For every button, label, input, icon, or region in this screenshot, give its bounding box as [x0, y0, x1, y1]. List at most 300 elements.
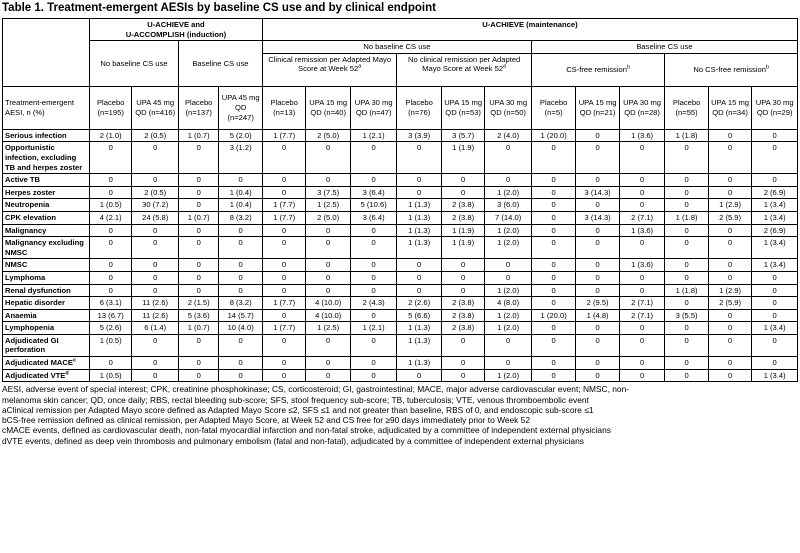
- table-cell: 1 (0.5): [89, 199, 131, 212]
- column-header: Placebo (n=55): [665, 86, 708, 129]
- table-cell: 3 (5.5): [665, 309, 708, 322]
- table-cell: 5 (3.6): [178, 309, 218, 322]
- table-cell: 2 (7.1): [619, 297, 665, 310]
- table-cell: 1 (4.8): [576, 309, 619, 322]
- table-cell: 1 (1.3): [397, 237, 441, 259]
- no-clinical-remission-header: No clinical remission per Adapted Mayo Score at Week 52$^a$: [397, 53, 531, 86]
- table-cell: 0: [306, 334, 350, 356]
- table-cell: 2 (5.9): [708, 297, 751, 310]
- table-cell: 0: [576, 369, 619, 382]
- table-cell: 0: [397, 174, 441, 187]
- table-cell: 0: [262, 357, 305, 370]
- row-label: Renal dysfunction: [3, 284, 90, 297]
- table-cell: 0: [132, 237, 179, 259]
- table-cell: 1 (1.9): [441, 142, 484, 174]
- no-cs-maintenance-header: No baseline CS use: [262, 41, 531, 54]
- table-cell: 0: [219, 369, 263, 382]
- footnotes: [2, 384, 798, 446]
- table-cell: 1 (3.4): [752, 259, 798, 272]
- column-header: Placebo (n=76): [397, 86, 441, 129]
- column-header: UPA 15 mg QD (n=21): [576, 86, 619, 129]
- table-cell: 2 (3.8): [441, 199, 484, 212]
- row-label: NMSC: [3, 259, 90, 272]
- table-cell: 0: [752, 284, 798, 297]
- table-cell: 0: [576, 142, 619, 174]
- table-cell: 0: [350, 309, 397, 322]
- table-cell: 1 (2.5): [306, 199, 350, 212]
- table-cell: 0: [178, 199, 218, 212]
- column-header: UPA 15 mg QD (n=34): [708, 86, 751, 129]
- table-cell: 1 (1.8): [665, 129, 708, 142]
- table-cell: 0: [306, 271, 350, 284]
- table-cell: 3 (7.5): [306, 186, 350, 199]
- table-cell: 1 (1.3): [397, 211, 441, 224]
- table-cell: 1 (7.7): [262, 297, 305, 310]
- table-cell: 0: [262, 284, 305, 297]
- table-cell: 1 (2.0): [485, 237, 532, 259]
- table-cell: 0: [531, 186, 575, 199]
- table-cell: 0: [752, 357, 798, 370]
- table-cell: 0: [132, 224, 179, 237]
- table-cell: 2 (9.5): [576, 297, 619, 310]
- table-cell: 0: [531, 297, 575, 310]
- table-cell: 0: [531, 334, 575, 356]
- table-cell: 0: [441, 271, 484, 284]
- table-cell: 0: [665, 174, 708, 187]
- table-cell: 0: [441, 186, 484, 199]
- row-label: Adjudicated GI perforation: [3, 334, 90, 356]
- table-cell: 3 (5.7): [441, 129, 484, 142]
- table-cell: 0: [665, 369, 708, 382]
- column-header: UPA 15 mg QD (n=40): [306, 86, 350, 129]
- table-cell: 0: [397, 369, 441, 382]
- table-cell: 0: [531, 142, 575, 174]
- table-cell: 0: [752, 271, 798, 284]
- table-cell: 1 (0.7): [178, 322, 218, 335]
- table-cell: 0: [531, 237, 575, 259]
- table-cell: 0: [619, 199, 665, 212]
- table-cell: 0: [531, 271, 575, 284]
- table-cell: 1 (0.5): [89, 334, 131, 356]
- table-cell: 3 (3.9): [397, 129, 441, 142]
- table-cell: 1 (1.8): [665, 211, 708, 224]
- table-cell: 1 (7.7): [262, 322, 305, 335]
- row-label: Malignancy excluding NMSC: [3, 237, 90, 259]
- table-cell: 0: [619, 142, 665, 174]
- table-cell: 0: [531, 284, 575, 297]
- table-cell: 2 (3.8): [441, 322, 484, 335]
- table-cell: 1 (0.5): [89, 369, 131, 382]
- table-cell: 11 (2.6): [132, 309, 179, 322]
- table-cell: 1 (2.0): [485, 284, 532, 297]
- table-cell: 0: [619, 237, 665, 259]
- table-cell: 0: [665, 297, 708, 310]
- table-cell: 0: [576, 284, 619, 297]
- table-cell: 0: [306, 259, 350, 272]
- table-cell: 0: [178, 334, 218, 356]
- table-cell: 0: [397, 284, 441, 297]
- table-cell: 0: [576, 129, 619, 142]
- table-cell: 0: [178, 174, 218, 187]
- table-cell: 1 (2.9): [708, 199, 751, 212]
- table-cell: 0: [350, 237, 397, 259]
- table-cell: 1 (20.0): [531, 309, 575, 322]
- table-cell: 0: [132, 259, 179, 272]
- table-cell: 0: [531, 357, 575, 370]
- table-cell: 0: [531, 259, 575, 272]
- table-row: [3, 369, 798, 382]
- table-row: [3, 129, 798, 142]
- no-cs-free-remission-header: No CS-free remission$^b$: [665, 53, 798, 86]
- row-label: Lymphoma: [3, 271, 90, 284]
- column-header: UPA 45 mg QD (n=247): [219, 86, 263, 129]
- footnote: cMACE events, defined as cardiovascular death, non-fatal myocardial infarction and non-fatal stroke, adjudicated by a committee of independent external physicians: [2, 425, 611, 436]
- table-cell: 14 (5.7): [219, 309, 263, 322]
- table-cell: 5 (2.6): [89, 322, 131, 335]
- table-cell: 1 (1.3): [397, 334, 441, 356]
- table-cell: 0: [665, 259, 708, 272]
- table-cell: 1 (3.4): [752, 369, 798, 382]
- column-header: UPA 30 mg QD (n=50): [485, 86, 532, 129]
- table-cell: 0: [708, 271, 751, 284]
- table-cell: 0: [576, 357, 619, 370]
- table-cell: 0: [665, 271, 708, 284]
- table-cell: 0: [619, 357, 665, 370]
- table-cell: 0: [665, 237, 708, 259]
- table-cell: 30 (7.2): [132, 199, 179, 212]
- table-cell: 0: [306, 284, 350, 297]
- table-cell: 0: [708, 237, 751, 259]
- table-cell: 0: [306, 357, 350, 370]
- table-cell: 0: [708, 259, 751, 272]
- table-cell: 0: [89, 237, 131, 259]
- table-cell: 0: [708, 334, 751, 356]
- table-cell: 8 (3.2): [219, 297, 263, 310]
- table-cell: 1 (7.7): [262, 211, 305, 224]
- table-row: [3, 309, 798, 322]
- table-cell: 0: [350, 334, 397, 356]
- table-row: [3, 224, 798, 237]
- table-cell: 6 (3.1): [89, 297, 131, 310]
- table-cell: 2 (0.5): [132, 129, 179, 142]
- table-cell: 0: [619, 322, 665, 335]
- table-cell: 0: [441, 357, 484, 370]
- table-cell: 1 (3.6): [619, 259, 665, 272]
- table-cell: 0: [576, 271, 619, 284]
- table-cell: 0: [89, 224, 131, 237]
- table-cell: 0: [178, 357, 218, 370]
- table-cell: 0: [262, 174, 305, 187]
- table-cell: 0: [397, 271, 441, 284]
- cs-induction-header: Baseline CS use: [178, 41, 262, 87]
- table-cell: 0: [531, 224, 575, 237]
- table-cell: 4 (8.0): [485, 297, 532, 310]
- table-cell: 0: [485, 334, 532, 356]
- no-cs-induction-header: No baseline CS use: [89, 41, 178, 87]
- footnote: dVTE events, defined as deep vein thrombosis and pulmonary embolism (fatal and non-fatal), adjudicated by a committee of independent external physicians: [2, 435, 584, 446]
- table-title: Table 1. Treatment-emergent AESIs by baseline CS use and by clinical endpoint: [2, 2, 436, 14]
- column-header: Placebo (n=5): [531, 86, 575, 129]
- table-cell: 0: [350, 259, 397, 272]
- table-cell: 1 (3.4): [752, 237, 798, 259]
- column-header: Placebo (n=195): [89, 86, 131, 129]
- table-row: [3, 186, 798, 199]
- table-cell: 1 (0.4): [219, 199, 263, 212]
- table-cell: 0: [262, 309, 305, 322]
- column-header: UPA 30 mg QD (n=47): [350, 86, 397, 129]
- row-label: Active TB: [3, 174, 90, 187]
- table-cell: 0: [178, 186, 218, 199]
- table-cell: 4 (2.1): [89, 211, 131, 224]
- table-cell: 0: [708, 129, 751, 142]
- table-cell: 2 (5.0): [306, 129, 350, 142]
- table-cell: 2 (5.9): [708, 211, 751, 224]
- table-cell: 0: [665, 334, 708, 356]
- table-cell: 0: [178, 369, 218, 382]
- table-cell: 0: [350, 369, 397, 382]
- table-cell: 0: [178, 271, 218, 284]
- table-row: [3, 284, 798, 297]
- table-cell: 0: [350, 284, 397, 297]
- row-label: Anaemia: [3, 309, 90, 322]
- table-row: [3, 142, 798, 174]
- table-cell: 0: [397, 186, 441, 199]
- table-cell: 0: [619, 186, 665, 199]
- table-cell: 0: [708, 322, 751, 335]
- table-cell: 0: [665, 142, 708, 174]
- table-cell: 0: [178, 142, 218, 174]
- row-label: Hepatic disorder: [3, 297, 90, 310]
- table-cell: 0: [576, 322, 619, 335]
- table-cell: 0: [89, 284, 131, 297]
- table-cell: 1 (7.7): [262, 129, 305, 142]
- document: [2, 2, 798, 446]
- table-cell: 0: [752, 174, 798, 187]
- table-cell: 3 (6.0): [485, 199, 532, 212]
- table-cell: 1 (2.1): [350, 322, 397, 335]
- table-cell: 0: [306, 224, 350, 237]
- table-cell: 0: [350, 271, 397, 284]
- row-label: Adjudicated MACE$^c$: [3, 357, 90, 370]
- table-row: [3, 237, 798, 259]
- table-cell: 0: [752, 142, 798, 174]
- row-label: Lymphopenia: [3, 322, 90, 335]
- table-cell: 0: [219, 174, 263, 187]
- clinical-remission-header: Clinical remission per Adapted Mayo Score at Week 52$^a$: [262, 53, 396, 86]
- table-cell: 0: [132, 357, 179, 370]
- table-cell: 0: [752, 297, 798, 310]
- table-row: [3, 211, 798, 224]
- table-cell: 1 (2.0): [485, 322, 532, 335]
- table-row: [3, 199, 798, 212]
- table-cell: 0: [441, 334, 484, 356]
- table-row: [3, 259, 798, 272]
- table-cell: 1 (2.5): [306, 322, 350, 335]
- footnote: aClinical remission per Adapted Mayo score defined as Adapted Mayo Score ≤2, SFS ≤1 and not greater than baseline, RBS of 0, and endoscopic sub-score ≤1: [2, 404, 594, 415]
- table-cell: 0: [132, 174, 179, 187]
- table-cell: 0: [89, 259, 131, 272]
- table-cell: 0: [219, 334, 263, 356]
- table-cell: 0: [531, 211, 575, 224]
- table-cell: 0: [531, 199, 575, 212]
- table-cell: 3 (6.4): [350, 211, 397, 224]
- column-header: UPA 30 mg QD (n=28): [619, 86, 665, 129]
- table-cell: 2 (3.8): [441, 309, 484, 322]
- table-cell: 2 (6.9): [752, 186, 798, 199]
- table-cell: 0: [219, 224, 263, 237]
- table-cell: 0: [485, 271, 532, 284]
- table-cell: 0: [665, 322, 708, 335]
- table-cell: 5 (10.6): [350, 199, 397, 212]
- table-cell: 0: [89, 357, 131, 370]
- table-cell: 0: [306, 369, 350, 382]
- table-cell: 0: [665, 199, 708, 212]
- table-cell: 4 (10.0): [306, 297, 350, 310]
- row-label: Serious infection: [3, 129, 90, 142]
- row-label: Opportunistic infection, excluding TB and herpes zoster: [3, 142, 90, 174]
- table-cell: 11 (2.6): [132, 297, 179, 310]
- table-row: [3, 334, 798, 356]
- table-cell: 2 (6.9): [752, 224, 798, 237]
- table-cell: 13 (6.7): [89, 309, 131, 322]
- table-cell: 1 (3.6): [619, 129, 665, 142]
- table-cell: 0: [397, 142, 441, 174]
- table-cell: 0: [752, 129, 798, 142]
- table-cell: 0: [350, 357, 397, 370]
- table-cell: 2 (4.0): [485, 129, 532, 142]
- table-cell: 0: [89, 142, 131, 174]
- column-header: UPA 45 mg QD (n=416): [132, 86, 179, 129]
- table-cell: 0: [262, 259, 305, 272]
- table-cell: 1 (1.8): [665, 284, 708, 297]
- table-cell: 0: [89, 186, 131, 199]
- table-cell: 0: [619, 334, 665, 356]
- table-cell: 0: [576, 237, 619, 259]
- corner-cell: [3, 19, 90, 87]
- table-cell: 2 (7.1): [619, 309, 665, 322]
- row-label: Herpes zoster: [3, 186, 90, 199]
- table-cell: 1 (1.3): [397, 199, 441, 212]
- table-cell: 0: [178, 259, 218, 272]
- table-cell: 1 (2.0): [485, 369, 532, 382]
- table-cell: 0: [132, 334, 179, 356]
- table-cell: 0: [262, 271, 305, 284]
- table-cell: 0: [576, 224, 619, 237]
- row-label-header: Treatment-emergent AESI, n (%): [3, 86, 90, 129]
- table-cell: 2 (3.8): [441, 297, 484, 310]
- table-cell: 0: [306, 174, 350, 187]
- table-cell: 2 (3.8): [441, 211, 484, 224]
- table-cell: 0: [441, 259, 484, 272]
- table-cell: 0: [132, 369, 179, 382]
- table-cell: 0: [485, 174, 532, 187]
- table-cell: 0: [619, 369, 665, 382]
- table-cell: 0: [708, 357, 751, 370]
- table-cell: 0: [219, 284, 263, 297]
- table-cell: 0: [178, 284, 218, 297]
- table-cell: 0: [531, 322, 575, 335]
- table-cell: 0: [619, 174, 665, 187]
- table-cell: 0: [665, 224, 708, 237]
- table-cell: 0: [350, 142, 397, 174]
- maintenance-header: U-ACHIEVE (maintenance): [262, 19, 797, 41]
- table-cell: 0: [262, 142, 305, 174]
- table-cell: 1 (1.9): [441, 237, 484, 259]
- table-row: [3, 174, 798, 187]
- table-cell: 0: [262, 369, 305, 382]
- column-header: UPA 30 mg QD (n=29): [752, 86, 798, 129]
- table-cell: 1 (0.4): [219, 186, 263, 199]
- table-cell: 1 (3.4): [752, 199, 798, 212]
- table-cell: 0: [306, 237, 350, 259]
- footnote: melanoma skin cancer; QD, once daily; RBS, rectal bleeding sub-score; SFS, stool frequency sub-score; TB, tuberculosis; VTE, venous thromboembolic event: [2, 394, 589, 405]
- table-cell: 0: [665, 186, 708, 199]
- table-cell: 0: [708, 142, 751, 174]
- table-cell: 0: [708, 174, 751, 187]
- table-cell: 0: [397, 259, 441, 272]
- table-cell: 3 (14.3): [576, 186, 619, 199]
- footnote: AESI, adverse event of special interest; CPK, creatinine phosphokinase; CS, corticosteroid; GI, gastrointestinal; MACE, major adverse cardiovascular event; NMSC, non-: [2, 384, 630, 395]
- table-cell: 1 (3.4): [752, 322, 798, 335]
- aesi-table: [2, 18, 798, 382]
- table-cell: 4 (10.0): [306, 309, 350, 322]
- induction-header: U-ACHIEVE and U-ACCOMPLISH (induction): [89, 19, 262, 41]
- table-cell: 0: [708, 309, 751, 322]
- table-cell: 5 (6.6): [397, 309, 441, 322]
- table-cell: 1 (3.6): [619, 224, 665, 237]
- table-cell: 0: [619, 284, 665, 297]
- cs-free-remission-header: CS-free remission$^b$: [531, 53, 664, 86]
- table-row: [3, 322, 798, 335]
- table-cell: 0: [752, 334, 798, 356]
- table-cell: 2 (4.3): [350, 297, 397, 310]
- table-cell: 1 (7.7): [262, 199, 305, 212]
- column-header: Placebo (n=137): [178, 86, 218, 129]
- table-cell: 1 (1.9): [441, 224, 484, 237]
- table-cell: 3 (6.4): [350, 186, 397, 199]
- table-cell: 1 (2.0): [485, 224, 532, 237]
- table-cell: 0: [665, 357, 708, 370]
- table-cell: 0: [708, 186, 751, 199]
- table-cell: 0: [350, 224, 397, 237]
- table-cell: 1 (2.0): [485, 309, 532, 322]
- table-cell: 0: [485, 259, 532, 272]
- table-cell: 8 (3.2): [219, 211, 263, 224]
- table-cell: 0: [89, 271, 131, 284]
- table-cell: 6 (1.4): [132, 322, 179, 335]
- table-cell: 3 (14.3): [576, 211, 619, 224]
- table-cell: 0: [219, 357, 263, 370]
- table-cell: 0: [441, 174, 484, 187]
- table-cell: 0: [441, 284, 484, 297]
- table-cell: 0: [485, 357, 532, 370]
- table-cell: 0: [132, 142, 179, 174]
- table-cell: 0: [576, 174, 619, 187]
- table-cell: 2 (7.1): [619, 211, 665, 224]
- table-cell: 0: [132, 271, 179, 284]
- table-cell: 0: [132, 284, 179, 297]
- row-label: CPK elevation: [3, 211, 90, 224]
- table-cell: 5 (2.0): [219, 129, 263, 142]
- table-cell: 0: [752, 309, 798, 322]
- column-header: UPA 15 mg QD (n=53): [441, 86, 484, 129]
- table-cell: 10 (4.0): [219, 322, 263, 335]
- cs-maintenance-header: Baseline CS use: [531, 41, 797, 54]
- table-row: [3, 357, 798, 370]
- table-cell: 0: [531, 174, 575, 187]
- table-cell: 0: [262, 224, 305, 237]
- table-cell: 0: [219, 259, 263, 272]
